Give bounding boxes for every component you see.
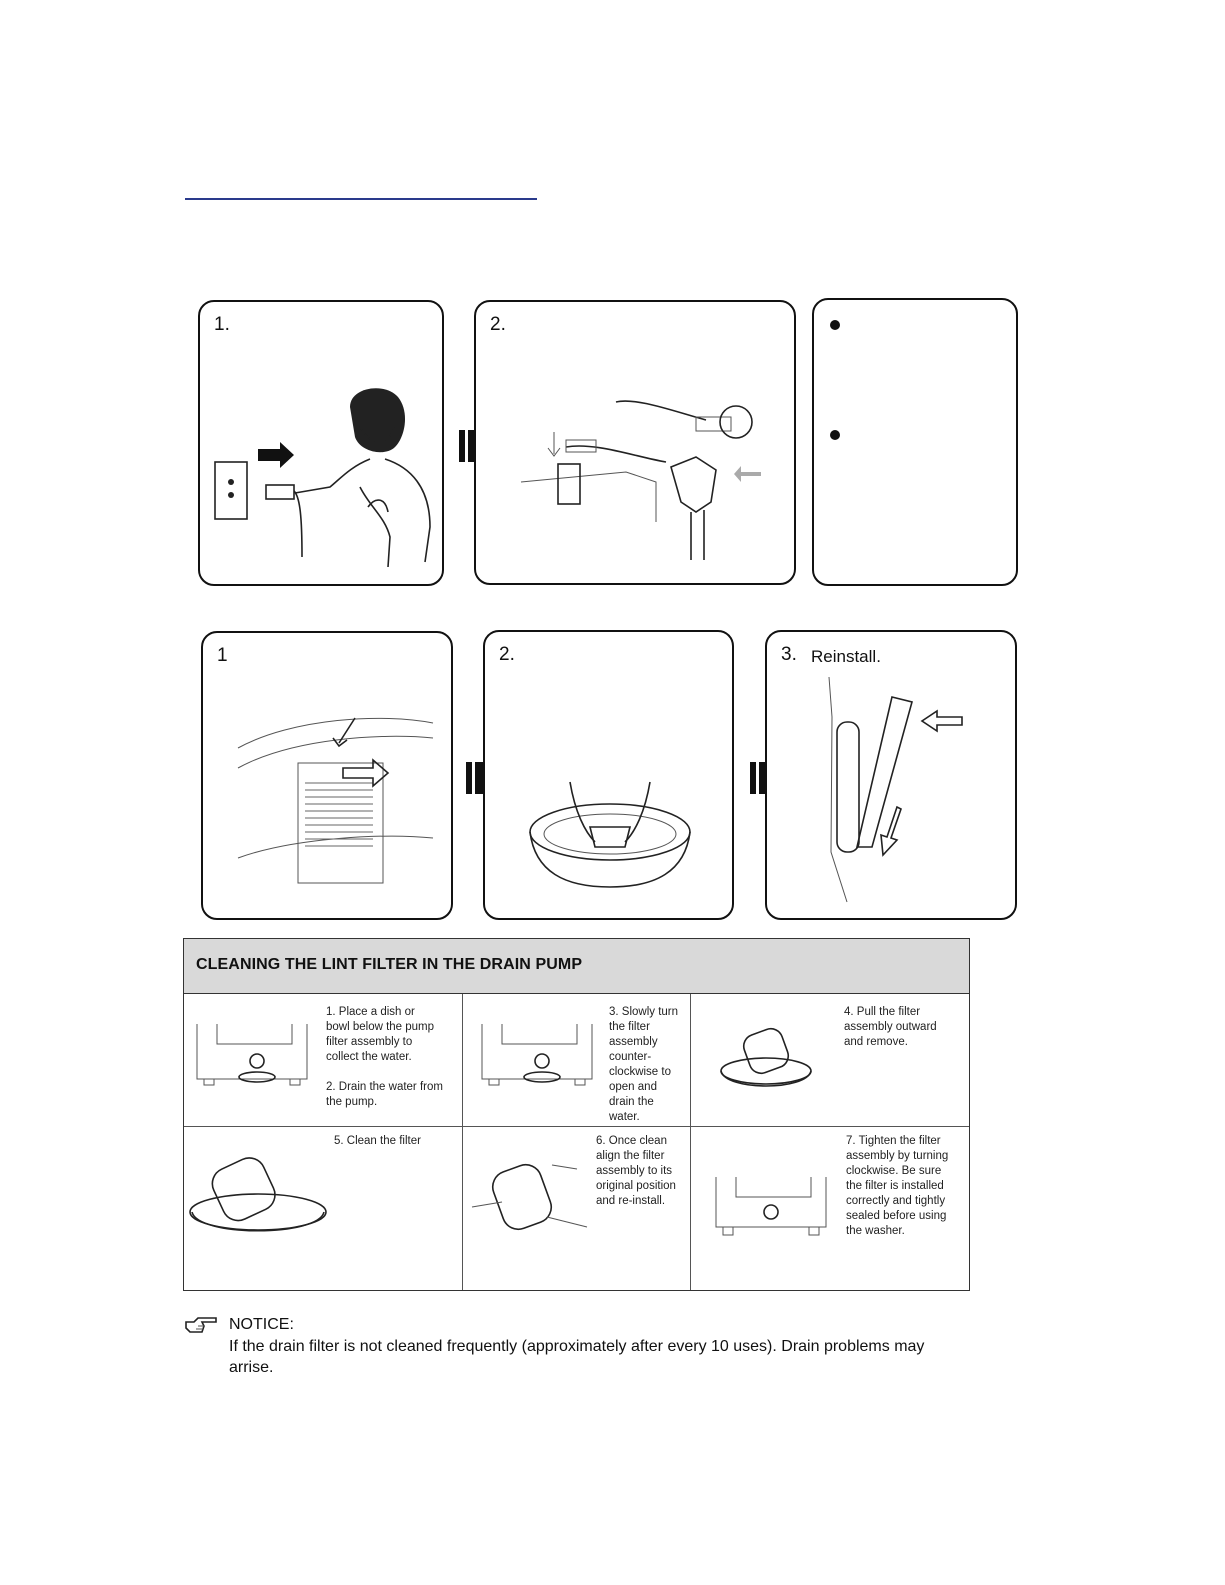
- table-cell: [184, 994, 462, 1126]
- step-number: 1.: [214, 314, 230, 335]
- filter-in-bowl-icon: [186, 1137, 331, 1247]
- middle-panel-2: [483, 630, 734, 920]
- bullet-dot: [830, 320, 840, 330]
- table-cell: [691, 1127, 971, 1290]
- table-cell: [184, 1127, 462, 1290]
- washer-bowl-icon: [477, 1019, 597, 1089]
- lint-filter-table: [183, 938, 970, 1291]
- top-panel-notes: [812, 298, 1018, 586]
- cell-text: 4. Pull the filter assembly outward and remove.: [844, 1006, 937, 1048]
- table-title: CLEANING THE LINT FILTER IN THE DRAIN PUMP: [196, 956, 583, 973]
- top-panel-2: [474, 300, 796, 585]
- cell-text: 1. Place a dish or bowl below the pump filter assembly to collect the water. 2. Drain the water from the pump.: [326, 1006, 443, 1108]
- filter-assembly-icon: [467, 1147, 592, 1247]
- notice-body: If the drain filter is not cleaned frequently (approximately after every 10 uses). Drain problems may arrise.: [229, 1338, 925, 1376]
- step-number: 2.: [499, 644, 515, 665]
- step-label: Reinstall.: [811, 647, 881, 666]
- cell-text: 5. Clean the filter: [334, 1135, 421, 1147]
- lint-filter-removal-illustration: [233, 708, 443, 908]
- notice-heading: NOTICE:: [229, 1316, 294, 1333]
- cell-text: 3. Slowly turn the filter assembly counter- clockwise to open and drain the water.: [609, 1006, 679, 1123]
- filter-brush-illustration: [506, 392, 786, 562]
- bullet-dot: [830, 430, 840, 440]
- step-number: 3.: [781, 644, 797, 665]
- cell-text: 6. Once clean align the filter assembly to its original position and re-install.: [596, 1135, 676, 1207]
- table-cell: [691, 994, 971, 1126]
- filter-in-bowl-icon: [701, 1006, 841, 1106]
- middle-panel-1: [201, 631, 453, 920]
- top-panel-1: [198, 300, 444, 586]
- middle-panel-3: [765, 630, 1017, 920]
- table-cell: [463, 994, 690, 1126]
- title-underline: [185, 198, 537, 200]
- cell-text: 7. Tighten the filter assembly by turning clockwise. Be sure the filter is installed correctly and tightly sealed before using the washer.: [846, 1135, 949, 1237]
- washer-front-icon: [711, 1172, 836, 1242]
- wash-filter-bowl-illustration: [525, 772, 695, 902]
- pointing-hand-icon: [184, 1316, 218, 1336]
- step-number: 2.: [490, 314, 506, 335]
- table-cell: [463, 1127, 690, 1290]
- table-header: [184, 939, 969, 994]
- step-number: 1: [217, 645, 228, 666]
- unplug-illustration: [210, 387, 440, 577]
- reinstall-filter-illustration: [817, 677, 1007, 907]
- washer-bowl-icon: [192, 1019, 312, 1089]
